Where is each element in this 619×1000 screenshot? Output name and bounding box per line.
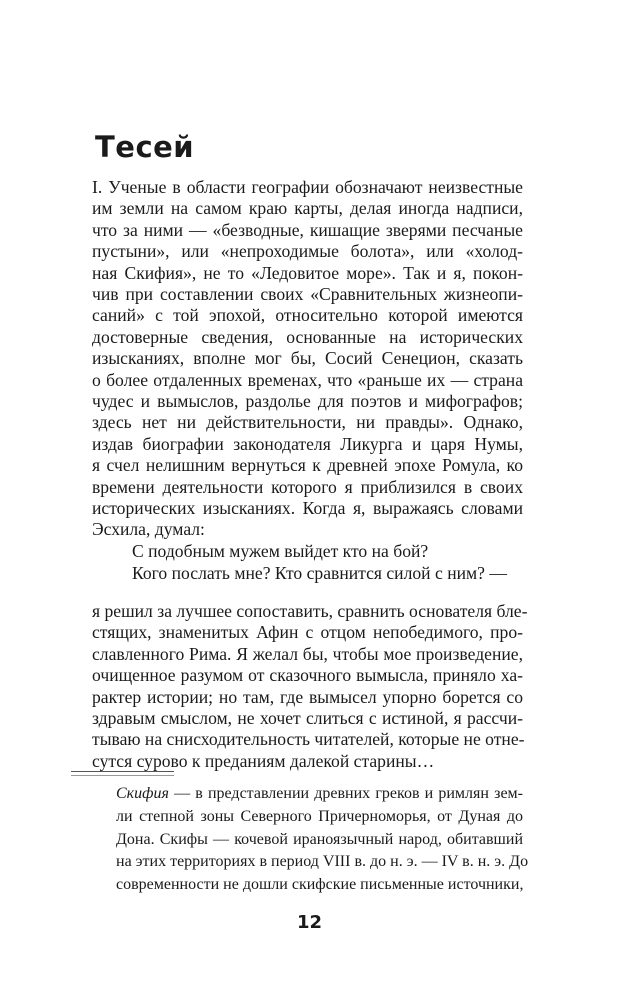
footnote-line: Дона. Скифы — кочевой ираноязычный народ, обитавший xyxy=(116,830,523,848)
footnote-line xyxy=(116,783,523,806)
text-line: очищенное разумом от сказочного вымысла, приняло ха- xyxy=(92,665,523,686)
text-line: я счел нелишним вернуться к древней эпохе Ромула, ко xyxy=(92,455,523,476)
verse-line: Кого послать мне? Кто сравнится силой с ним? — xyxy=(132,563,507,583)
text-line: достоверные сведения, основанные на исторических xyxy=(92,326,523,347)
text-line: стящих, знаменитых Афин с отцом непобедимого, про- xyxy=(92,622,523,643)
text-line: славленного Рима. Я желал бы, чтобы мое произведение, xyxy=(92,643,523,664)
text-line: им земли на самом краю карты, делая иногда надписи, xyxy=(92,198,523,219)
text-line: исторических изысканиях. Когда я, выражаясь словами xyxy=(92,498,523,518)
text-line: что за ними — «безводные, кишащие зверями песчаные xyxy=(92,219,523,240)
text-line: я решил за лучшее сопоставить, сравнить основателя бле- xyxy=(92,601,528,621)
text-line: чудес и вымыслов, раздолье для поэтов и мифографов; xyxy=(92,391,523,411)
text-line: здесь нет ни действительности, ни правды». Однако, xyxy=(92,412,523,433)
footnote-text: — в представлении древних греков и римлян зем- xyxy=(168,785,523,802)
footnote-divider xyxy=(71,775,174,776)
footnote-divider xyxy=(71,771,174,772)
text-line: здравым смыслом, не хочет слиться с истиной, я рассчи- xyxy=(92,708,523,728)
text-line: тываю на снисходительность читателей, которые не отне- xyxy=(92,729,525,750)
text-line: саний» с той эпохой, относительно которой имеются xyxy=(92,305,523,326)
text-line: I. Ученые в области географии обозначают неизвестные xyxy=(92,177,523,197)
footnote-line: на этих территориях в период VIII в. до н. э. — IV в. н. э. До xyxy=(116,853,529,871)
text-line: издав биографии законодателя Ликурга и царя Нумы, xyxy=(92,433,523,454)
text-line: времени деятельности которого я приблизился в своих xyxy=(92,476,523,497)
text-line: о более отдаленных временах, что «раньше их — страна xyxy=(92,369,523,390)
chapter-title: Тесей xyxy=(95,130,195,164)
text-line: сутся сурово к преданиям далекой старины… xyxy=(92,750,435,771)
footnote-line: ли степной зоны Северного Причерноморья, от Дуная до xyxy=(116,807,523,825)
footnote-line: современности не дошли скифские письменные источники, xyxy=(116,876,524,894)
text-line: рактер истории; но там, где вымысел упорно борется со xyxy=(92,686,523,707)
text-line: пустыни», или «непроходимые болота», или «холод- xyxy=(92,241,523,262)
page-number: 12 xyxy=(296,912,323,933)
footnote-term: Скифия xyxy=(116,785,169,802)
text-line: изысканиях, вполне мог бы, Сосий Сенецион, сказать xyxy=(92,348,523,369)
verse-line: С подобным мужем выйдет кто на бой? xyxy=(132,541,429,561)
text-line: чив при составлении своих «Сравнительных жизнеопи- xyxy=(92,284,523,304)
text-line: ная Скифия», не то «Ледовитое море». Так и я, покон- xyxy=(92,262,523,283)
text-line: Эсхила, думал: xyxy=(92,519,205,540)
